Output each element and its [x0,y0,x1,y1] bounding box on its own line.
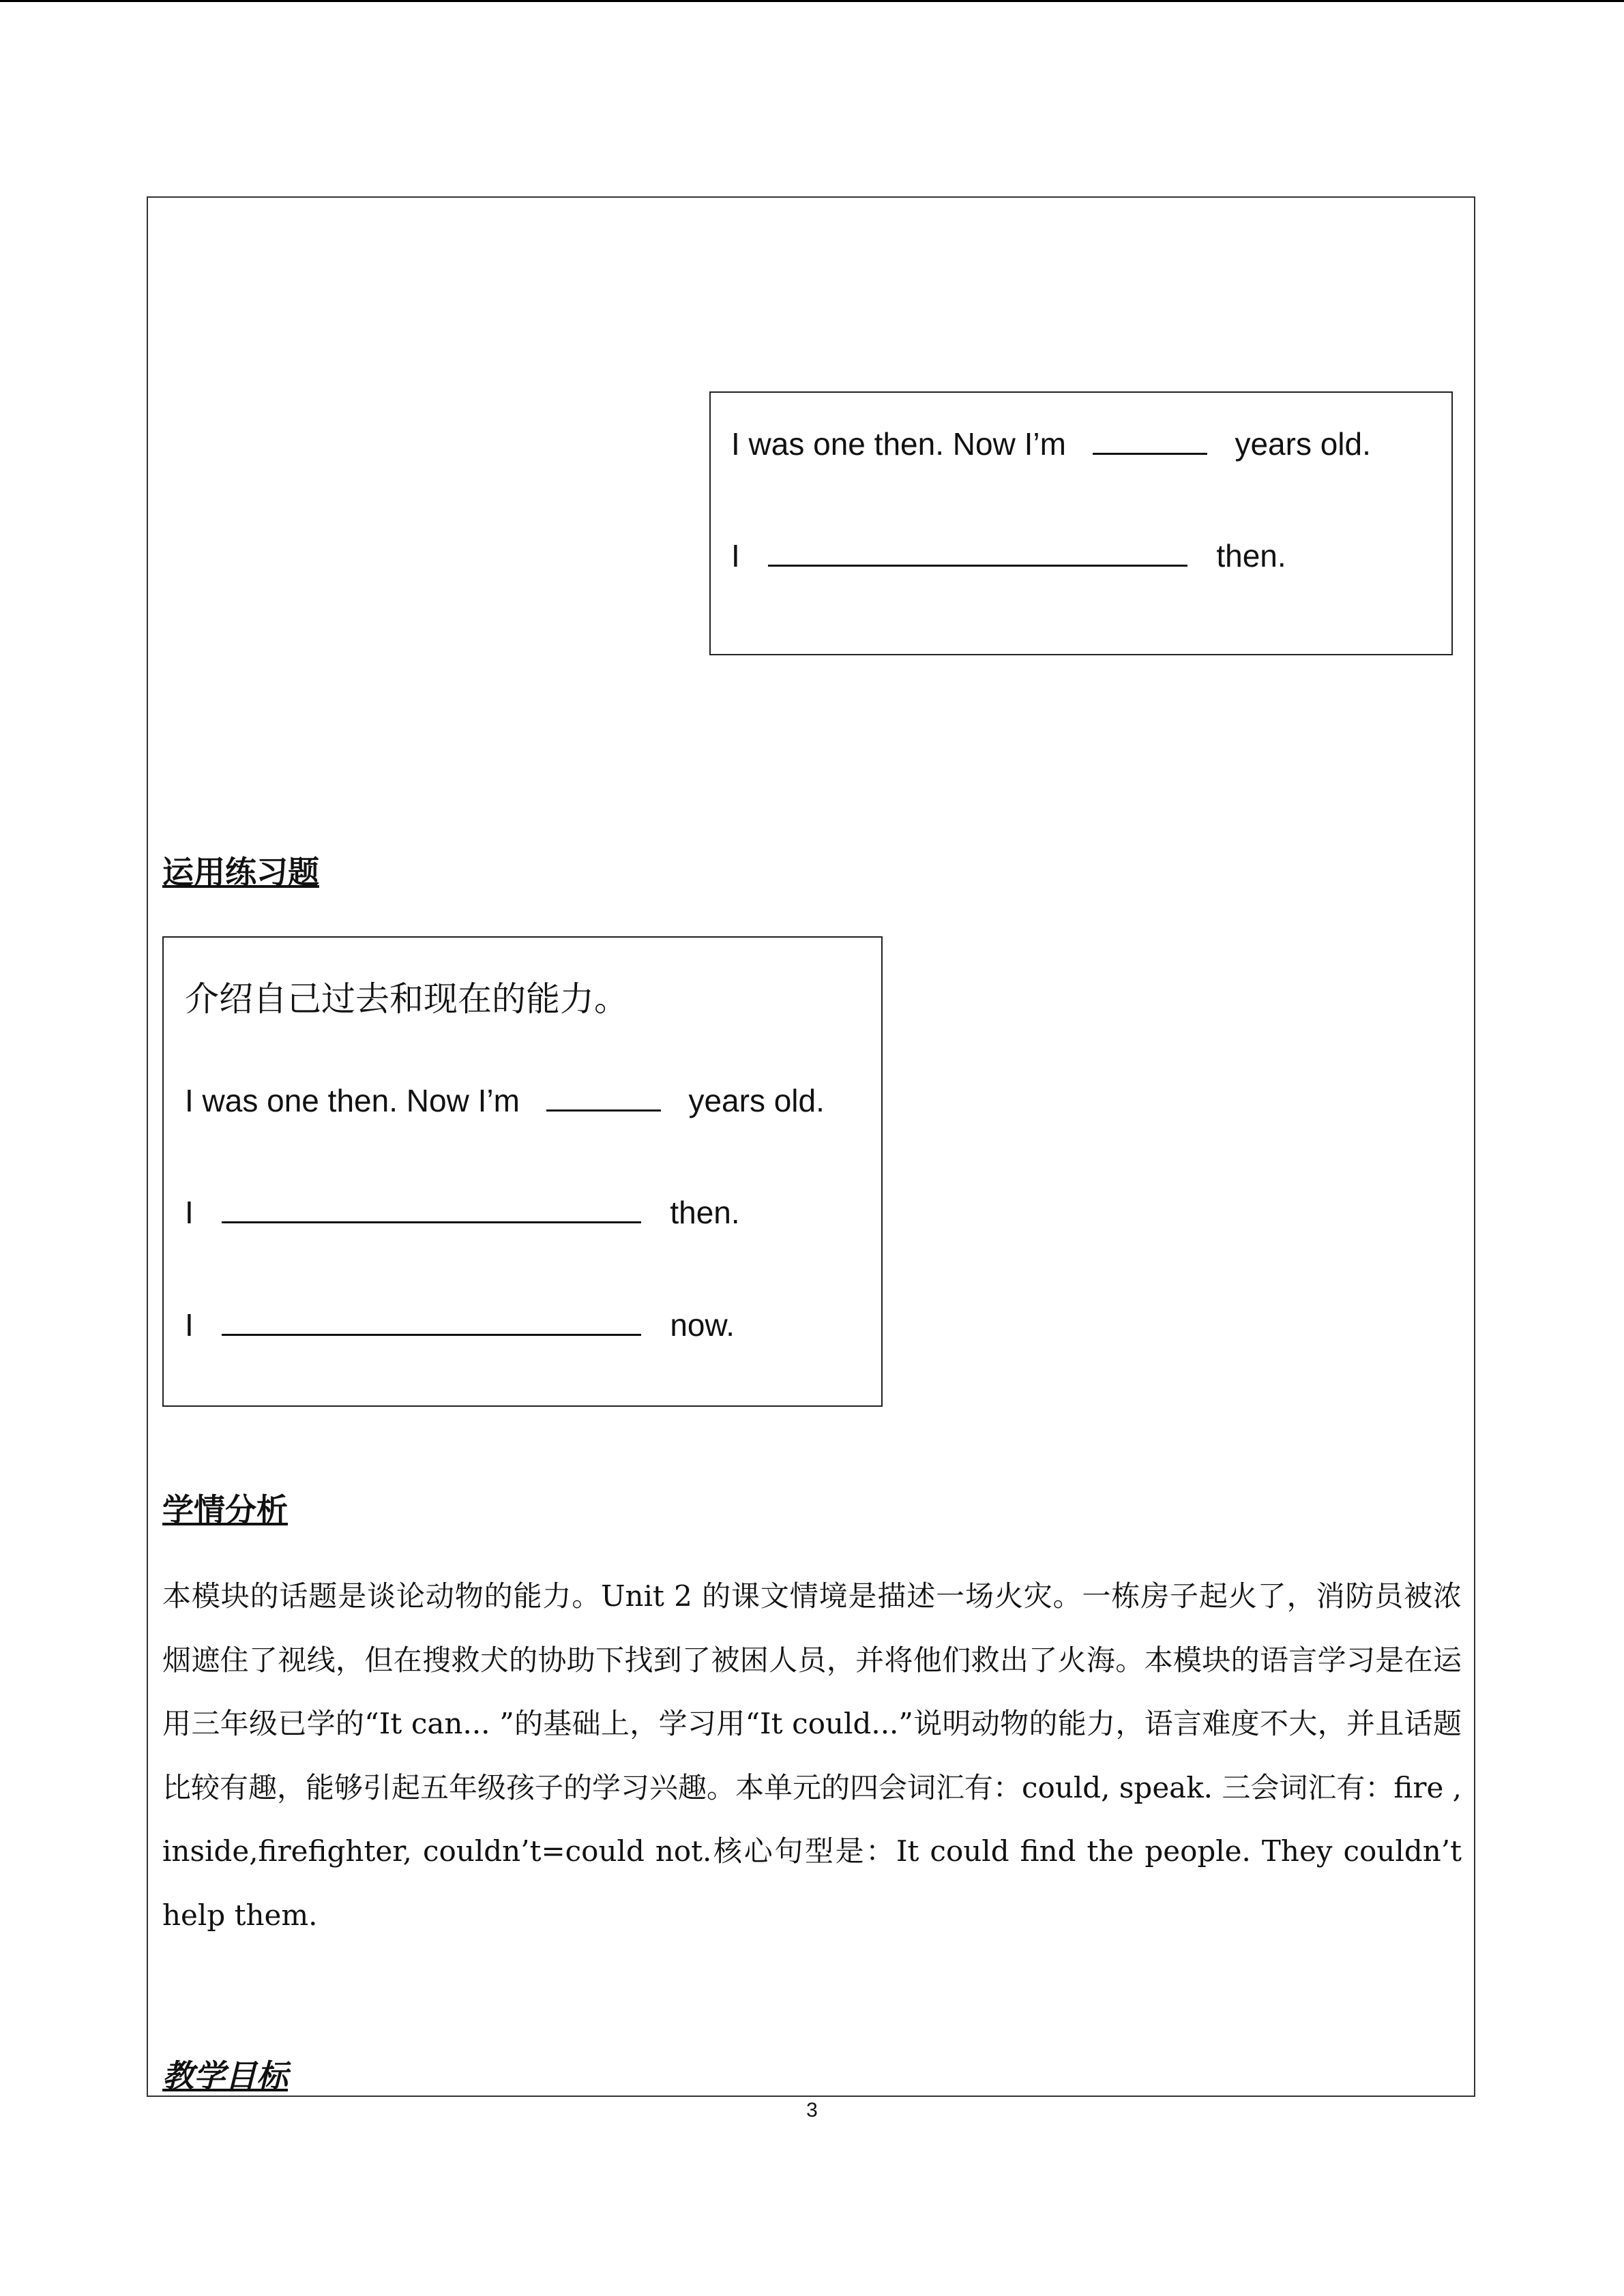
section-heading-goals: 教学目标 [162,2057,288,2094]
top-rule [0,0,1624,2]
line-text-start: I was one then. Now I’m [731,426,1066,462]
fill-in-blank[interactable] [1093,453,1207,455]
fill-in-blank[interactable] [222,1334,641,1336]
line-text-end: then. [1216,538,1286,573]
fill-in-blank[interactable] [222,1221,641,1223]
practice-box-top-line-2 [731,537,1286,574]
practice-main-line-3 [185,1307,735,1343]
practice-main-line-1 [185,1082,825,1119]
line-text-start: I [185,1195,194,1230]
section-heading-analysis: 学情分析 [162,1491,288,1528]
page-number: 3 [806,2099,818,2121]
line-text-start: I [731,538,740,573]
line-text-end: now. [670,1307,735,1343]
fill-in-blank[interactable] [768,565,1187,567]
line-text-start: I [185,1307,194,1343]
practice-box-top-line-1 [731,426,1371,462]
practice-box-top [709,391,1453,655]
line-text-start: I was one then. Now I’m [185,1083,520,1118]
analysis-paragraph: 本模块的话题是谈论动物的能力。Unit 2 的课文情境是描述一场火灾。一栋房子起火了，消防员被浓烟遮住了视线，但在搜救犬的协助下找到了被困人员，并将他们救出了火海。本模块的语言学习是在运用三年级已学的“It can... ”的基础上，学习用“It could...”说明动物的能力，语言难度不大，并且话题比较有趣，能够引起五年级孩子的学习兴趣。本单元的四会词汇有：could, speak. 三会词汇有：fire , inside,firefighter, couldn’t=could not.核心句型是：It could find the people. They couldn’t help them. [162,1579,1462,1932]
line-text-end: years old. [1235,426,1371,462]
practice-main-line-2 [185,1194,740,1231]
practice-instruction: 介绍自己过去和现在的能力。 [185,979,628,1019]
fill-in-blank[interactable] [546,1109,661,1112]
practice-box-main [162,936,883,1407]
line-text-end: then. [670,1195,740,1230]
line-text-end: years old. [688,1083,825,1118]
section-heading-practice: 运用练习题 [162,854,319,891]
